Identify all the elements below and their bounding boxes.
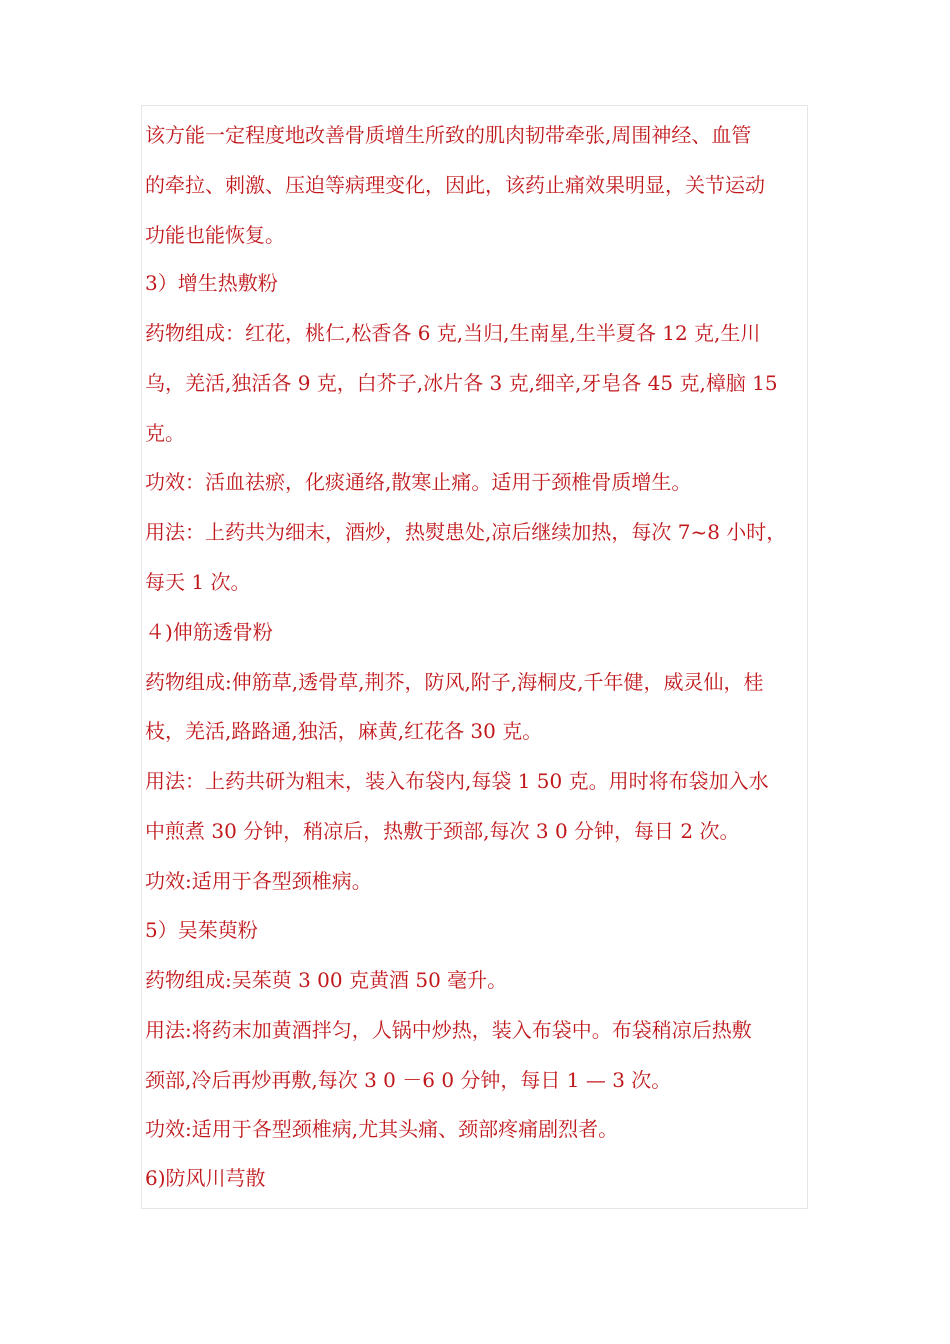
text-line: 枝，羌活,路路通,独活，麻黄,红花各 30 克。 [145, 719, 543, 743]
text-line: 药物组成:伸筋草,透骨草,荆芥，防风,附子,海桐皮,千年健，威灵仙，桂 [145, 670, 764, 694]
section-heading: ４)伸筋透骨粉 [145, 620, 273, 644]
text-line: 药物组成:吴茱萸 3 00 克黄酒 50 毫升。 [145, 968, 508, 992]
text-line: 药物组成：红花，桃仁,松香各 6 克,当归,生南星,生半夏各 12 克,生川 [145, 321, 761, 345]
text-line: 功能也能恢复。 [145, 223, 285, 247]
text-line: 中煎煮 30 分钟，稍凉后，热敷于颈部,每次 3 0 分钟，每日 2 次。 [145, 819, 740, 843]
text-line: 克。 [145, 421, 185, 445]
text-line: 用法:将药末加黄酒拌匀，人锅中炒热，装入布袋中。布袋稍凉后热敷 [145, 1018, 752, 1042]
text-line: 用法：上药共研为粗末，装入布袋内,每袋 1 50 克。用时将布袋加入水 [145, 769, 769, 793]
section-heading: 6)防风川芎散 [145, 1166, 266, 1190]
text-line: 的牵拉、刺激、压迫等病理变化，因此，该药止痛效果明显，关节运动 [145, 173, 765, 197]
text-line: 功效:适用于各型颈椎病。 [145, 869, 372, 893]
text-line: 每天 1 次。 [145, 570, 251, 594]
text-line: 乌，羌活,独活各 9 克，白芥子,冰片各 3 克,细辛,牙皂各 45 克,樟脑 15 [145, 371, 778, 395]
section-heading: 5）吴茱萸粉 [145, 918, 258, 942]
section-heading: 3）增生热敷粉 [145, 271, 278, 295]
text-line: 该方能一定程度地改善骨质增生所致的肌肉韧带牵张,周围神经、血管 [145, 123, 752, 147]
text-line: 功效：活血祛瘀，化痰通络,散寒止痛。适用于颈椎骨质增生。 [145, 470, 692, 494]
text-line: 颈部,冷后再炒再敷,每次 3 0 －6 0 分钟，每日 1 — 3 次。 [145, 1068, 672, 1092]
text-line: 功效:适用于各型颈椎病,尤其头痛、颈部疼痛剧烈者。 [145, 1117, 619, 1141]
text-line: 用法：上药共为细末，酒炒，热熨患处,凉后继续加热，每次 7~8 小时， [145, 520, 787, 544]
